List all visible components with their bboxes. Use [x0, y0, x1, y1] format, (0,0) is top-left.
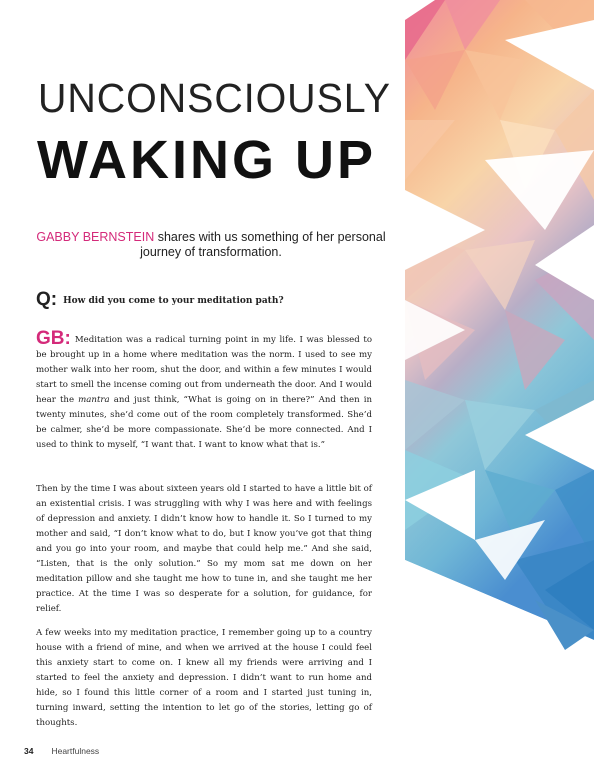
answer-paragraph-1	[36, 328, 372, 453]
question-text: How did you come to your meditation path?	[63, 296, 284, 306]
article-title-line1: UNCONSCIOUSLY	[38, 75, 391, 121]
intro-text: shares with us something of her personal journey of transformation.	[140, 230, 386, 259]
page-footer	[24, 746, 99, 756]
question-marker: Q:	[36, 289, 58, 310]
interview-question	[36, 289, 372, 311]
magazine-name: Heartfulness	[51, 746, 100, 756]
article-intro	[36, 230, 386, 260]
paragraph-1-emphasis: mantra	[78, 395, 110, 405]
answer-marker: GB:	[36, 328, 71, 349]
paragraph-1-text-b: and just think, “What is going on in there?” And then in twenty minutes, she’d come out of the room completely transformed. She’d be calmer, she’d be more compassionate. She’d be more connected. And I used to think to myself, “I want that. I want to know what that is.”	[36, 395, 372, 450]
intro-author-name: GABBY BERNSTEIN	[36, 230, 155, 244]
article-title-line2: WAKING UP	[37, 130, 377, 190]
answer-paragraph-3: A few weeks into my meditation practice, I remember going up to a country house with a friend of mine, and when we arrived at the house I could feel this anxiety start to come on. I knew all my friends were arriving and I started to feel the anxiety and depression. I didn’t want to run home and hide, so I found this little corner of a room and I started just tuning in, turning inward, setting the intention to let go of the stories, letting go of thoughts.	[36, 628, 372, 728]
answer-paragraph-2: Then by the time I was about sixteen years old I started to have a little bit of an existential crisis. I was struggling with why I was here and with feelings of depression and anxiety. I didn’t know how to handle it. So I turned to my mother and said, “I don’t know what to do, but I know you’ve got that thing and you go into your room, and maybe that could help me.” And she said, “Listen, that is the only solution.” So my mom sat me down on her meditation pillow and she taught me how to tune in, and she taught me her practice. At the time I was so desperate for a solution, for guidance, for relief.	[36, 484, 372, 614]
decorative-triangle-mosaic	[405, 0, 594, 778]
page-number: 34	[24, 746, 34, 756]
paragraph-1-text-a: Meditation was a radical turning point in my life. I was blessed to be brought up in a home where meditation was the norm. I used to see my mother walk into her room, shut the door, and within a few minutes I would start to smell the incense coming out from underneath the door. And I would hear the	[36, 335, 372, 405]
